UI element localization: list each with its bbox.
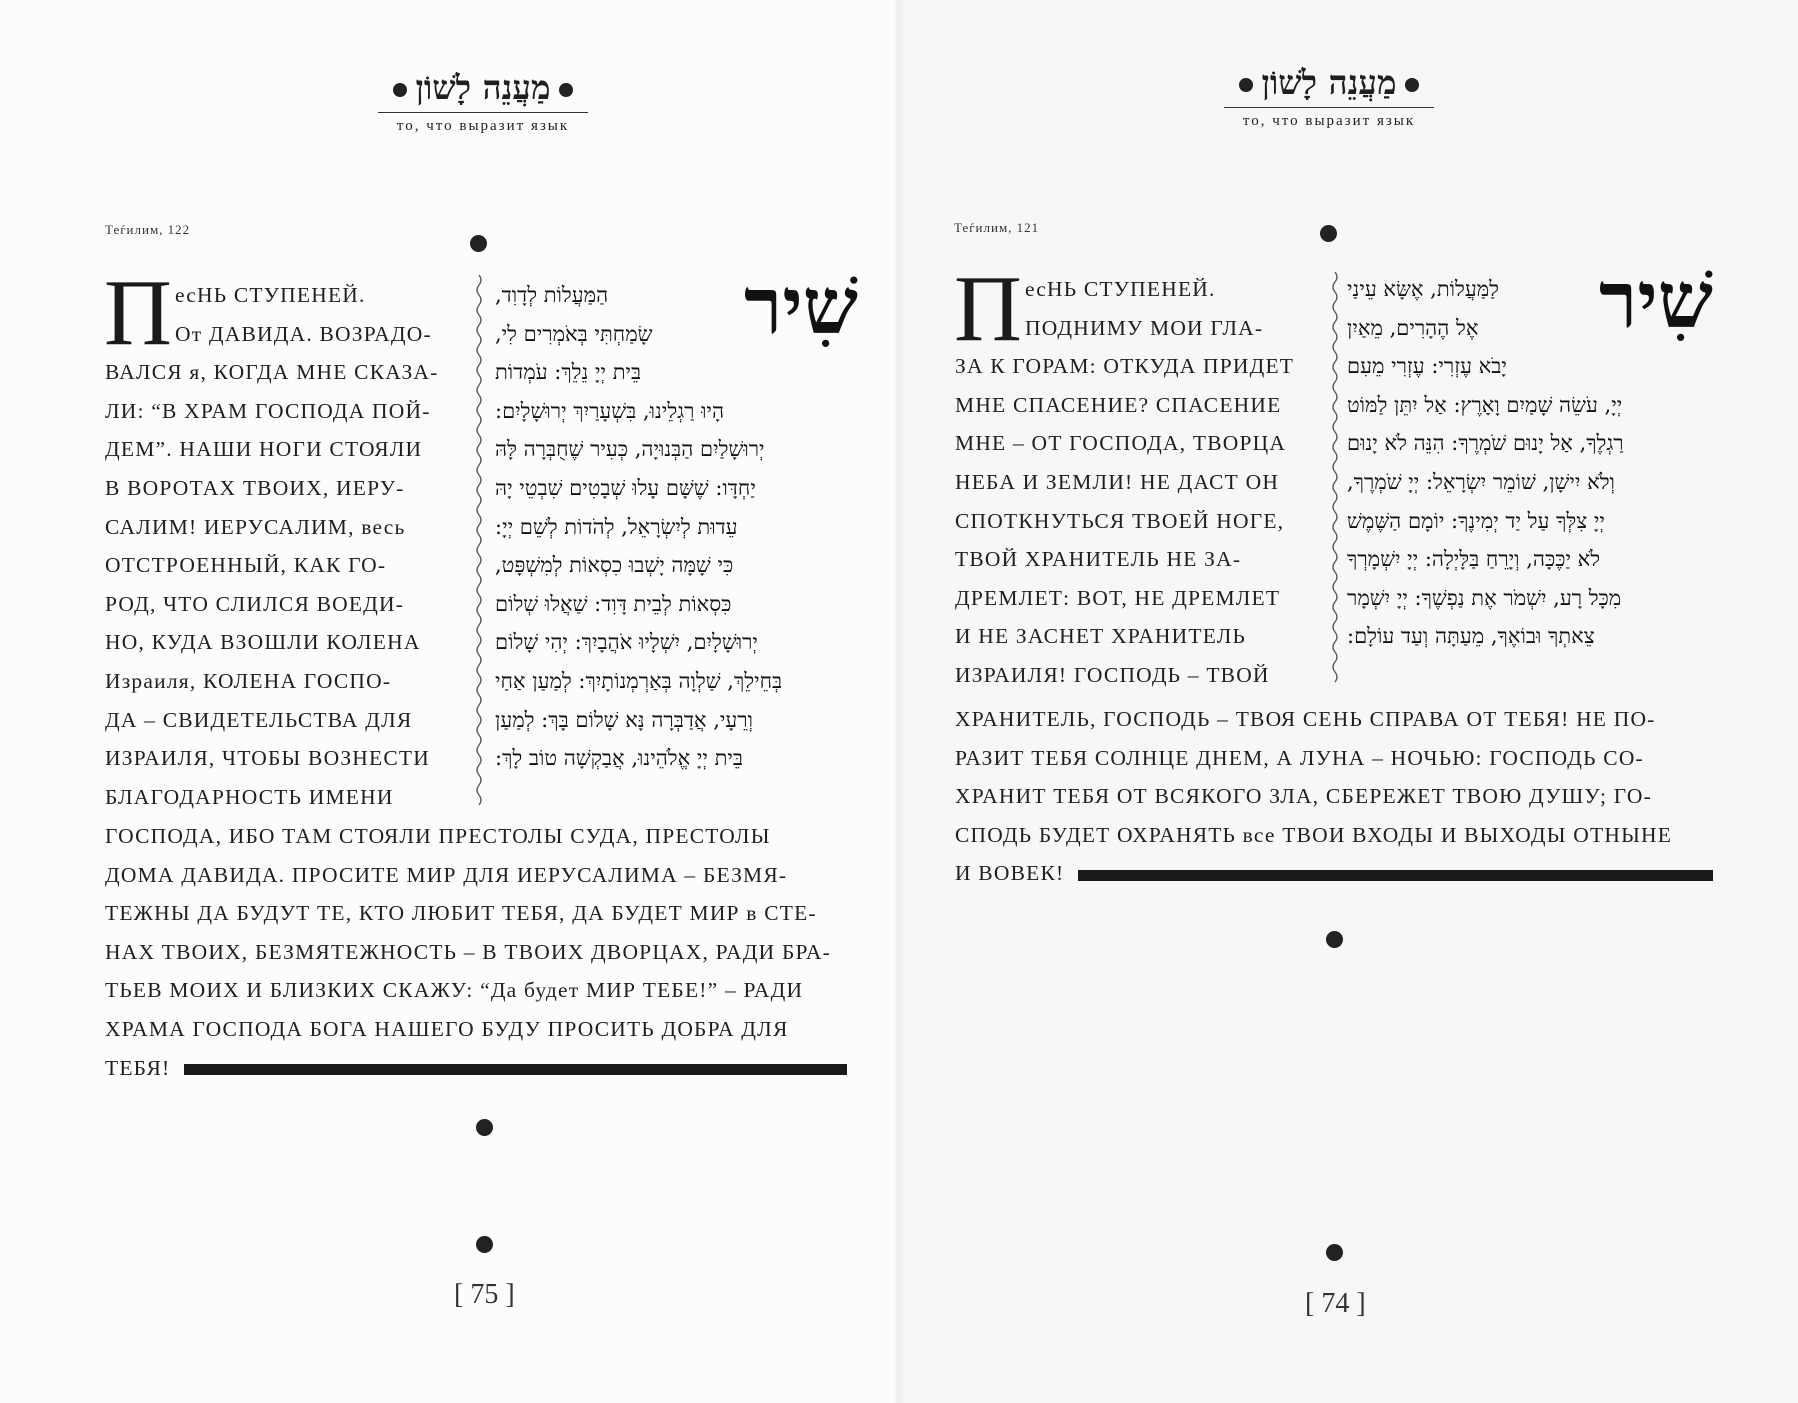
right-russian-full-width [955,700,1715,893]
text-line: МНЕ СПАСЕНИЕ? СПАСЕНИЕ [955,392,1282,417]
text-line: ТЬЕВ МОИХ И БЛИЗКИХ СКАЖУ: “Да будет МИР ТЕБЕ!” – РАДИ [105,978,804,1003]
hebrew-line: יְיָ צִלְּךָ עַל יַד יְמִינֶךָ: יוֹמָם הַשֶּׁמֶשׁ [1347,508,1605,533]
left-drop-cap: П [104,261,172,365]
text-line: ТВОЙ ХРАНИТЕЛЬ НЕ ЗА- [955,547,1242,572]
hebrew-line: יְרוּשָׁלָיִם, יִשְׁלָיוּ אֹהֲבָיִךְ: יְהִי שָׁלוֹם [495,630,758,655]
text-line: БЛАГОДАРНОСТЬ ИМЕНИ [105,784,394,809]
text-line: СПОДЬ БУДЕТ ОХРАНЯТЬ все ТВОИ ВХОДЫ И ВЫХОДЫ ОТНЫНЕ [955,822,1673,847]
text-line: ЛИ: “В ХРАМ ГОСПОДА ПОЙ- [105,398,431,423]
left-header-russian-title: то, что выразит язык [396,118,570,134]
hebrew-line: עֵדוּת לְיִשְׂרָאֵל, לְהֹדוֹת לְשֵׁם יְיָ: [495,514,738,539]
top-ornament-dot [470,235,487,252]
text-line: ДЕМ”. НАШИ НОГИ СТОЯЛИ [105,437,423,462]
text-line: РОД, ЧТО СЛИЛСЯ ВОЕДИ- [105,591,405,616]
text-line: ПОДНИМУ МОИ ГЛА- [1025,315,1264,340]
hebrew-line: מִכָּל רָע, יִשְׁמֹר אֶת נַפְשֶׁךָ: יְיָ יִשְׁמָר [1347,585,1622,610]
hebrew-line: כִּי שָׁמָּה יָשְׁבוּ כִסְאוֹת לְמִשְׁפָּט, [495,553,734,578]
text-line: ЗА К ГОРАМ: ОТКУДА ПРИДЕТ [955,354,1295,379]
text-line: ХРАМА ГОСПОДА БОГА НАШЕГО БУДУ ПРОСИТЬ ДОБРА ДЛЯ [105,1016,789,1041]
right-page [899,0,1798,1403]
folio-ornament-dot [476,1236,493,1253]
text-line-last [105,1049,855,1088]
right-source-reference: Теѓилим, 121 [954,220,1040,235]
end-of-text-bar [1078,870,1713,881]
text-line: ИЗРАИЛЯ, ЧТОБЫ ВОЗНЕСТИ [105,746,430,771]
hebrew-line: צֵאתְךָ וּבוֹאֶךָ, מֵעַתָּה וְעַד עוֹלָם: [1347,624,1595,649]
right-page-number: [ 74 ] [1305,1288,1366,1319]
hebrew-line: הַמַּעֲלוֹת לְדָוִד, [495,283,609,307]
text-line: НО, КУДА ВЗОШЛИ КОЛЕНА [105,630,421,655]
text-line: От ДАВИДА. ВОЗРАДО- [175,321,432,346]
hebrew-line: בֵּית יְיָ נֵלֵךְ: עֹמְדוֹת [495,360,642,385]
bottom-ornament-dot [476,1119,493,1136]
left-running-header [378,68,588,135]
hebrew-line: לֹא יַכֶּכָּה, וְיָרֵחַ בַּלָּיְלָה: יְיָ יִשְׁמָרְךָ [1347,547,1601,572]
hebrew-line: יְיָ, עֹשֵׂה שָׁמַיִם וָאָרֶץ: אַל יִתֵּן לַמּוֹט [1347,392,1623,417]
text-line: МНЕ – ОТ ГОСПОДА, ТВОРЦА [955,431,1287,456]
left-hebrew-column [495,276,853,778]
text-line: ГОСПОДА, ИБО ТАМ СТОЯЛИ ПРЕСТОЛЫ СУДА, ПРЕСТОЛЫ [105,824,771,848]
text-line-last [955,854,1715,893]
text-line: ИЗРАИЛЯ! ГОСПОДЬ – ТВОЙ [955,662,1270,687]
text-line: САЛИМ! ИЕРУСАЛИМ, весь [105,514,406,539]
hebrew-line: וְרֵעָי, אֲדַבְּרָה נָּא שָׁלוֹם בָּךְ: לְמַעַן [495,707,753,732]
text-line: Израиля, КОЛЕНА ГОСПО- [105,668,392,693]
hebrew-line: רַגְלֶךָ, אַל יָנוּם שֹׁמְרֶךָ: הִנֵּה לֹא יָנוּם [1347,431,1624,456]
book-gutter [893,0,905,1403]
hebrew-line: שָׂמַחְתִּי בְּאֹמְרִים לִי, [495,321,653,346]
left-header-hebrew [378,68,588,108]
text-line: ДРЕМЛЕТ: ВОТ, НЕ ДРЕМЛЕТ [955,585,1281,610]
end-of-text-bar [184,1064,847,1075]
right-hebrew-column [1347,270,1709,656]
hebrew-line: יַחְדָּו: שֶׁשָּׁם עָלוּ שְׁבָטִים שִׁבְטֵי יָהּ [495,475,756,500]
right-header-hebrew-title: מַעֲנֵה לָשׁוֹן [1261,63,1397,102]
left-header-hebrew-title: מַעֲנֵה לָשׁוֹן [415,68,551,107]
bullet-dot [559,83,573,97]
hebrew-line: יָבֹא עֶזְרִי: עֶזְרִי מֵעִם [1347,354,1507,379]
hebrew-line: אֶל הֶהָרִים, מֵאַיִן [1347,315,1479,340]
bullet-dot [1405,78,1419,92]
right-drop-cap: П [954,257,1022,361]
text-line: НЕБА И ЗЕМЛИ! НЕ ДАСТ ОН [955,469,1280,494]
hebrew-line: בְּחֵילֵךְ, שַׁלְוָה בְּאַרְמְנוֹתָיִךְ: לְמַעַן אַחַי [495,668,783,693]
right-russian-column [955,270,1315,695]
hebrew-line: הָיוּ רַגְלֵינוּ, בִּשְׁעָרַיִךְ יְרוּשָׁלָיִם: [495,398,725,423]
text-line: ХРАНИТ ТЕБЯ ОТ ВСЯКОГО ЗЛА, СБЕРЕЖЕТ ТВОЮ ДУШУ; ГО- [955,784,1652,809]
wavy-column-divider [474,275,484,805]
hebrew-line: וְלֹא יִישָׁן, שׁוֹמֵר יִשְׂרָאֵל: יְיָ שֹׁמְרֶךָ, [1347,469,1615,494]
text-line: ДОМА ДАВИДА. ПРОСИТЕ МИР ДЛЯ ИЕРУСАЛИМА – БЕЗМЯ- [105,862,788,887]
left-page-number: [ 75 ] [454,1279,515,1310]
last-line-text: ТЕБЯ! [105,1055,171,1080]
text-line: В ВОРОТАХ ТВОИХ, ИЕРУ- [105,475,405,500]
text-line: есНЬ СТУПЕНЕЙ. [175,283,366,307]
last-line-text: И ВОВЕК! [955,861,1065,886]
text-line: НАХ ТВОИХ, БЕЗМЯТЕЖНОСТЬ – В ТВОИХ ДВОРЦАХ, РАДИ БРА- [105,939,831,964]
text-line: есНЬ СТУПЕНЕЙ. [1025,277,1216,301]
left-russian-full-width [105,817,855,1087]
left-hebrew-big-word: שִׁיר [744,261,858,352]
header-rule [378,112,588,113]
left-source-reference: Теѓилим, 122 [105,222,191,237]
bottom-ornament-dot [1326,931,1343,948]
hebrew-line: בֵּית יְיָ אֱלֹהֵינוּ, אֲבַקְשָׁה טוֹב לָךְ: [495,746,744,771]
hebrew-line: לַמַּעֲלוֹת, אֶשָּׂא עֵינַי [1347,277,1499,301]
text-line: ДА – СВИДЕТЕЛЬСТВА ДЛЯ [105,707,413,732]
right-hebrew-big-word: שִׁיר [1599,255,1713,346]
text-line: И НЕ ЗАСНЕТ ХРАНИТЕЛЬ [955,624,1247,649]
right-header-hebrew [1224,63,1434,103]
text-line: ОТСТРОЕННЫЙ, КАК ГО- [105,553,387,578]
hebrew-line: יְרוּשָׁלַיִם הַבְּנוּיָה, כְּעִיר שֶׁחֻבְּרָה לָּהּ [495,437,765,462]
left-russian-column [105,276,465,816]
bullet-dot [1239,78,1253,92]
text-line: ВАЛСЯ я, КОГДА МНЕ СКАЗА- [105,360,439,385]
folio-ornament-dot [1326,1244,1343,1261]
wavy-column-divider [1330,272,1340,682]
text-line: РАЗИТ ТЕБЯ СОЛНЦЕ ДНЕМ, А ЛУНА – НОЧЬЮ: ГОСПОДЬ СО- [955,745,1644,770]
top-ornament-dot [1320,225,1337,242]
right-running-header [1224,63,1434,130]
hebrew-line: כִּסְאוֹת לְבֵית דָּוִד: שַׁאֲלוּ שְׁלוֹם [495,591,732,616]
bullet-dot [393,83,407,97]
right-header-russian-title: то, что выразит язык [1242,113,1416,129]
text-line: СПОТКНУТЬСЯ ТВОЕЙ НОГЕ, [955,508,1285,533]
header-rule [1224,107,1434,108]
text-line: ТЕЖНЫ ДА БУДУТ ТЕ, КТО ЛЮБИТ ТЕБЯ, ДА БУДЕТ МИР в СТЕ- [105,901,817,926]
text-line: ХРАНИТЕЛЬ, ГОСПОДЬ – ТВОЯ СЕНЬ СПРАВА ОТ ТЕБЯ! НЕ ПО- [955,707,1656,731]
